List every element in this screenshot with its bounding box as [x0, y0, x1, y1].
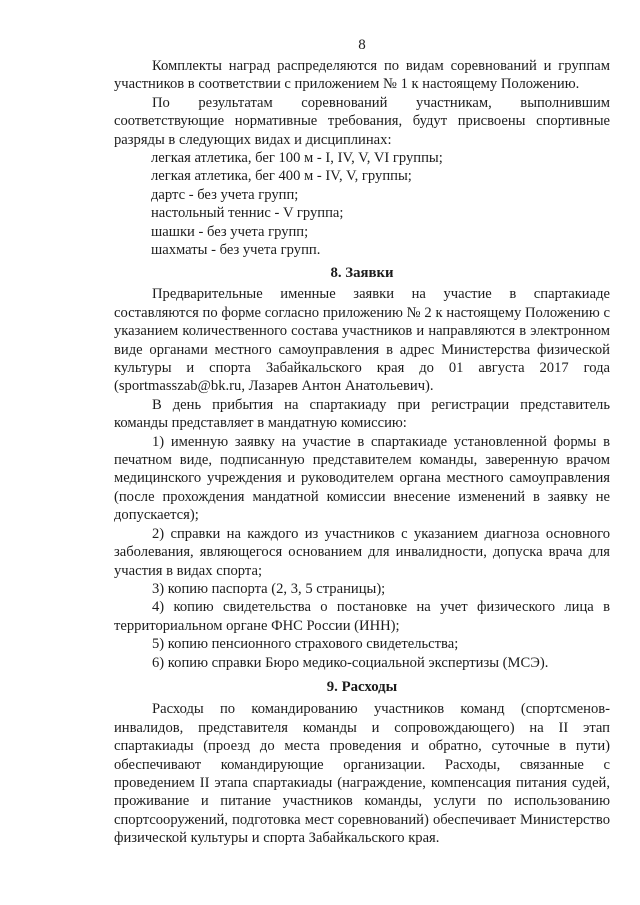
discipline-item: легкая атлетика, бег 400 м - IV, V, группы;	[151, 168, 412, 185]
applications-section	[114, 264, 610, 672]
document-item: 5) копию пенсионного страхового свидетельства;	[152, 636, 459, 653]
document-item: 3) копию паспорта (2, 3, 5 страницы);	[152, 580, 386, 597]
discipline-item: настольный теннис - V группа;	[151, 205, 344, 222]
document-item: 6) копию справки Бюро медико-социальной экспертизы (МСЭ).	[152, 654, 549, 671]
awards-paragraph: Комплекты наград распределяются по видам соревнований и группам участников в соответствии с приложением № 1 к настоящему Положению.	[114, 58, 610, 93]
applications-paragraph: Предварительные именные заявки на участие в спартакиаде составляются по форме согласно приложению № 2 к настоящему Положению с указанием количественного состава участников и направляются в электронном виде органами местного самоуправления в адрес Министерства физической культуры и спорта Забайкальского края до 01 августа 2017 года (sportmasszab@bk.ru, Лазарев Антон Анатольевич).	[114, 286, 610, 395]
awards-section	[114, 57, 610, 259]
expenses-section	[114, 678, 610, 848]
discipline-item: шашки - без учета групп;	[151, 223, 309, 240]
document-item: 4) копию свидетельства о постановке на учет физического лица в территориальном органе ФНС России (ИНН);	[114, 599, 610, 634]
page-number: 8	[358, 37, 366, 53]
document-item: 1) именную заявку на участие в спартакиаде установленной формы в печатном виде, подписанную представителем команды, заверенную врачом медицинского учреждения и руководителем органа местного самоуправления (после прохождения мандатной комиссии внесение изменений в заявку не допускается);	[114, 433, 610, 524]
discipline-item: легкая атлетика, бег 100 м - I, IV, V, VI группы;	[151, 150, 443, 167]
expenses-paragraph: Расходы по командированию участников команд (спортсменов-инвалидов, представителя команды и сопровождающего) на II этап спартакиады (проезд до места проведения и обратно, суточные в пути) обеспечивают командирующие организации. Расходы, связанные с проведением II этапа спартакиады (награждение, компенсация питания судей, проживание и питание участников команды, услуги по использованию спортсооружений, подготовка мест соревнований) обеспечивает Министерство физической культуры и спорта Забайкальского края.	[114, 701, 610, 847]
section-heading: 9. Расходы	[326, 679, 398, 695]
document-item: 2) справки на каждого из участников с указанием диагноза основного заболевания, являющегося основанием для инвалидности, допуска врача для участия в видах спорта;	[114, 525, 610, 579]
registration-paragraph: В день прибытия на спартакиаду при регистрации представитель команды представляет в мандатную комиссию:	[114, 396, 610, 432]
section-heading: 8. Заявки	[330, 265, 394, 281]
discipline-item: дартс - без учета групп;	[151, 186, 299, 203]
discipline-item: шахматы - без учета групп.	[151, 242, 321, 259]
ranks-paragraph: По результатам соревнований участникам, выполнившим соответствующие нормативные требования, будут присвоены спортивные разряды в следующих видах и дисциплинах:	[114, 94, 610, 148]
